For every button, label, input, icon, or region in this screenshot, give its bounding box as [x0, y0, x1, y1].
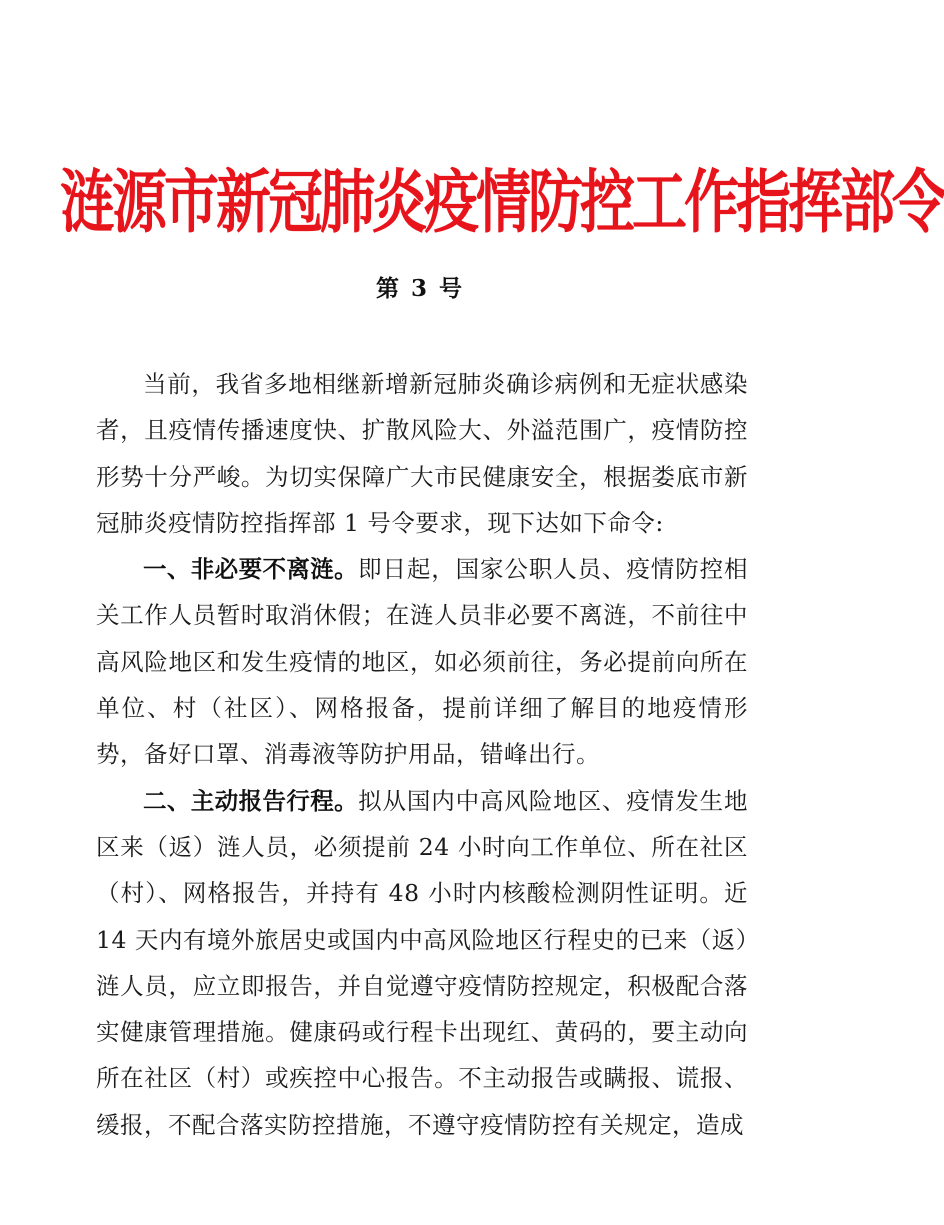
section-paragraph-2	[96, 778, 748, 1148]
intro-paragraph: 当前，我省多地相继新增新冠肺炎确诊病例和无症状感染者，且疫情传播速度快、扩散风险大、外溢范围广，疫情防控形势十分严峻。为切实保障广大市民健康安全，根据娄底市新冠肺炎疫情防控指挥部 1 号令要求，现下达如下命令:	[96, 370, 748, 537]
document-body	[96, 361, 748, 1148]
section-text-2: 拟从国内中高风险地区、疫情发生地区来（返）涟人员，必须提前 24 小时向工作单位、所在社区（村）、网格报告，并持有 48 小时内核酸检测阴性证明。近 14 天内有境外旅居史或国内中高风险地区行程史的已来（返）涟人员，应立即报告，并自觉遵守疫情防控规定，积极配合落实健康管理措施。健康码或行程卡出现红、黄码的，要主动向所在社区（村）或疾控中心报告。不主动报告或瞒报、谎报、缓报，不配合落实防控措施，不遵守疫情防控有关规定，造成	[96, 786, 748, 1139]
document-title: 涟源市新冠肺炎疫情防控工作指挥部令	[60, 160, 944, 242]
order-number: 第 3 号	[375, 275, 465, 302]
section-heading-1: 一、非必要不离涟。	[143, 555, 359, 584]
section-heading-2: 二、主动报告行程。	[143, 786, 359, 815]
section-text-1: 即日起，国家公职人员、疫情防控相关工作人员暂时取消休假；在涟人员非必要不离涟，不前往中高风险地区和发生疫情的地区，如必须前往，务必提前向所在单位、村（社区）、网格报备，提前详细了解目的地疫情形势，备好口罩、消毒液等防护用品，错峰出行。	[96, 555, 748, 769]
section-paragraph-1	[96, 546, 748, 777]
